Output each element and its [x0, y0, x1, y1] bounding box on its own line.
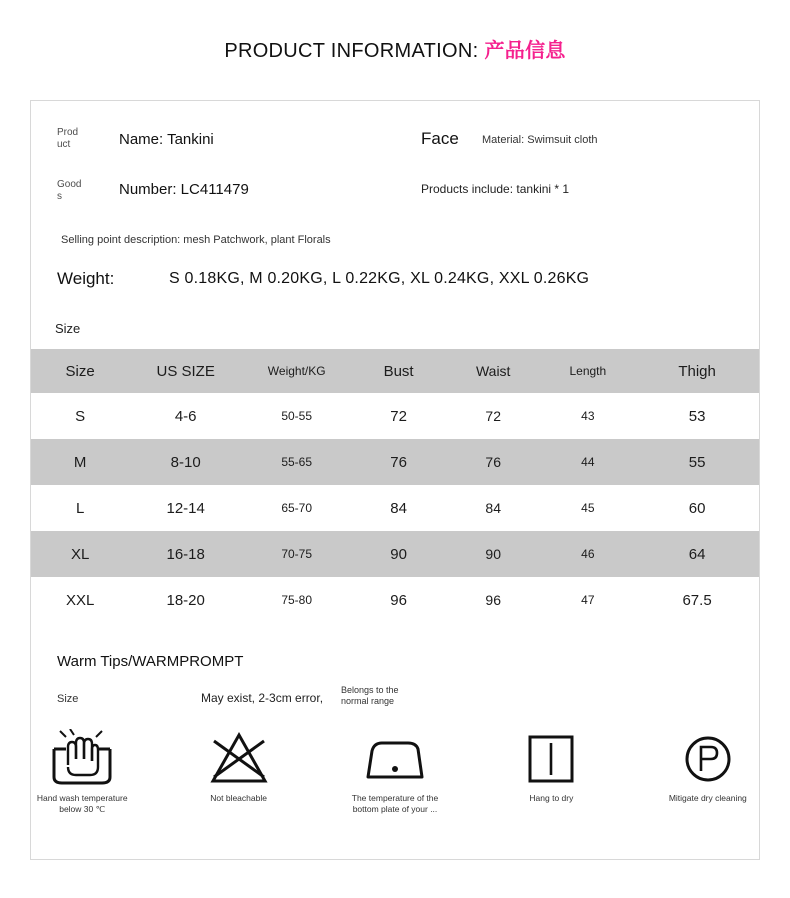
face-label: Face	[421, 129, 459, 148]
mild-dry-clean-icon	[657, 725, 759, 787]
cell-bust: 84	[390, 499, 407, 517]
care-icon-caption: Not bleachable	[210, 793, 267, 803]
weight-row	[31, 261, 759, 313]
table-row	[31, 439, 759, 485]
care-icon-caption: Hang to dry	[529, 793, 574, 803]
cell-waist: 84	[485, 500, 501, 516]
col-header-bust: Bust	[351, 349, 446, 393]
size-heading-label: Size	[55, 321, 81, 336]
page-title-en: PRODUCT INFORMATION:	[224, 40, 479, 62]
weight-label: Weight:	[57, 269, 115, 288]
hang-to-dry-icon	[500, 725, 602, 787]
cell-us-size: 18-20	[166, 591, 205, 609]
info-box	[30, 100, 760, 860]
cell-bust: 96	[390, 591, 407, 609]
col-header-us-size: US SIZE	[129, 349, 242, 393]
care-icons-row	[31, 725, 759, 815]
col-header-waist: Waist	[446, 349, 541, 393]
hand-wash-icon	[31, 725, 133, 787]
col-header-weight: Weight/KG	[242, 349, 351, 393]
care-icon-cell	[657, 725, 759, 815]
product-label	[57, 127, 91, 151]
size-table	[31, 349, 759, 623]
cell-weight: 70-75	[242, 531, 351, 577]
cell-length: 44	[541, 439, 636, 485]
cell-size: L	[75, 499, 85, 517]
size-heading	[31, 313, 759, 349]
warm-tips-title: Warm Tips/WARMPROMPT	[57, 653, 244, 670]
cell-waist: 90	[446, 531, 541, 577]
goods-label	[57, 179, 91, 203]
cell-size: M	[31, 439, 129, 485]
col-header-size: Size	[31, 349, 129, 393]
cell-size: XXL	[65, 591, 95, 609]
cell-weight: 50-55	[281, 409, 313, 423]
cell-waist: 76	[446, 439, 541, 485]
cell-weight: 65-70	[281, 501, 313, 515]
cell-thigh: 55	[635, 439, 759, 485]
cell-size: XL	[31, 531, 129, 577]
goods-label-line2: s	[57, 191, 62, 202]
cell-weight: 75-80	[281, 593, 313, 607]
no-bleach-icon	[187, 725, 289, 787]
material-text: Material: Swimsuit cloth	[482, 134, 598, 146]
cell-waist: 72	[485, 408, 501, 424]
cell-bust: 76	[351, 439, 446, 485]
cell-us-size: 12-14	[166, 499, 205, 517]
cell-thigh: 60	[688, 499, 706, 517]
tips-size-label: Size	[57, 693, 79, 705]
tips-normal-range-text: Belongs to the normal range	[341, 685, 399, 706]
care-icon-caption: The temperature of the bottom plate of your ...	[351, 793, 439, 814]
care-icon-cell	[500, 725, 602, 815]
page-title-cn: 产品信息	[484, 40, 566, 62]
product-label-line2: uct	[57, 139, 71, 150]
size-table-head	[31, 349, 759, 393]
cell-us-size: 16-18	[129, 531, 242, 577]
cell-length: 47	[581, 593, 595, 607]
care-icon-cell	[344, 725, 446, 815]
weight-values: S 0.18KG, M 0.20KG, L 0.22KG, XL 0.24KG, XXL 0.26KG	[169, 270, 590, 287]
care-icon-cell	[187, 725, 289, 815]
table-row	[31, 577, 759, 623]
cell-bust: 90	[351, 531, 446, 577]
tips-error-text: May exist, 2-3cm error,	[201, 691, 324, 705]
size-table-body	[31, 393, 759, 623]
table-row	[31, 393, 759, 439]
table-header-row	[31, 349, 759, 393]
cell-length: 46	[541, 531, 636, 577]
care-icon-caption: Mitigate dry cleaning	[668, 793, 747, 803]
cell-weight: 55-65	[242, 439, 351, 485]
cell-thigh: 67.5	[682, 591, 712, 609]
selling-point-text: Selling point description: mesh Patchwork, plant Florals	[61, 234, 331, 246]
products-include-text: Products include: tankini * 1	[421, 182, 570, 196]
table-row	[31, 485, 759, 531]
product-info-block	[31, 101, 759, 261]
product-name: Name: Tankini	[119, 131, 214, 148]
cell-us-size: 4-6	[174, 407, 197, 425]
page-title	[0, 0, 790, 63]
product-number: Number: LC411479	[119, 181, 249, 198]
col-header-length: Length	[541, 349, 636, 393]
col-header-thigh: Thigh	[635, 349, 759, 393]
iron-low-temp-icon	[344, 725, 446, 787]
table-row	[31, 531, 759, 577]
cell-bust: 72	[390, 407, 407, 425]
cell-thigh: 64	[635, 531, 759, 577]
cell-waist: 96	[485, 592, 501, 608]
care-icon-cell	[31, 725, 133, 815]
cell-length: 45	[581, 501, 595, 515]
product-label-line1: Prod	[57, 127, 79, 138]
cell-size: S	[75, 407, 86, 425]
care-icon-caption: Hand wash temperature below 30 ℃	[36, 793, 128, 814]
goods-label-line1: Good	[57, 179, 82, 190]
warm-tips-section	[31, 653, 759, 833]
cell-thigh: 53	[688, 407, 706, 425]
cell-us-size: 8-10	[129, 439, 242, 485]
cell-length: 43	[581, 409, 595, 423]
